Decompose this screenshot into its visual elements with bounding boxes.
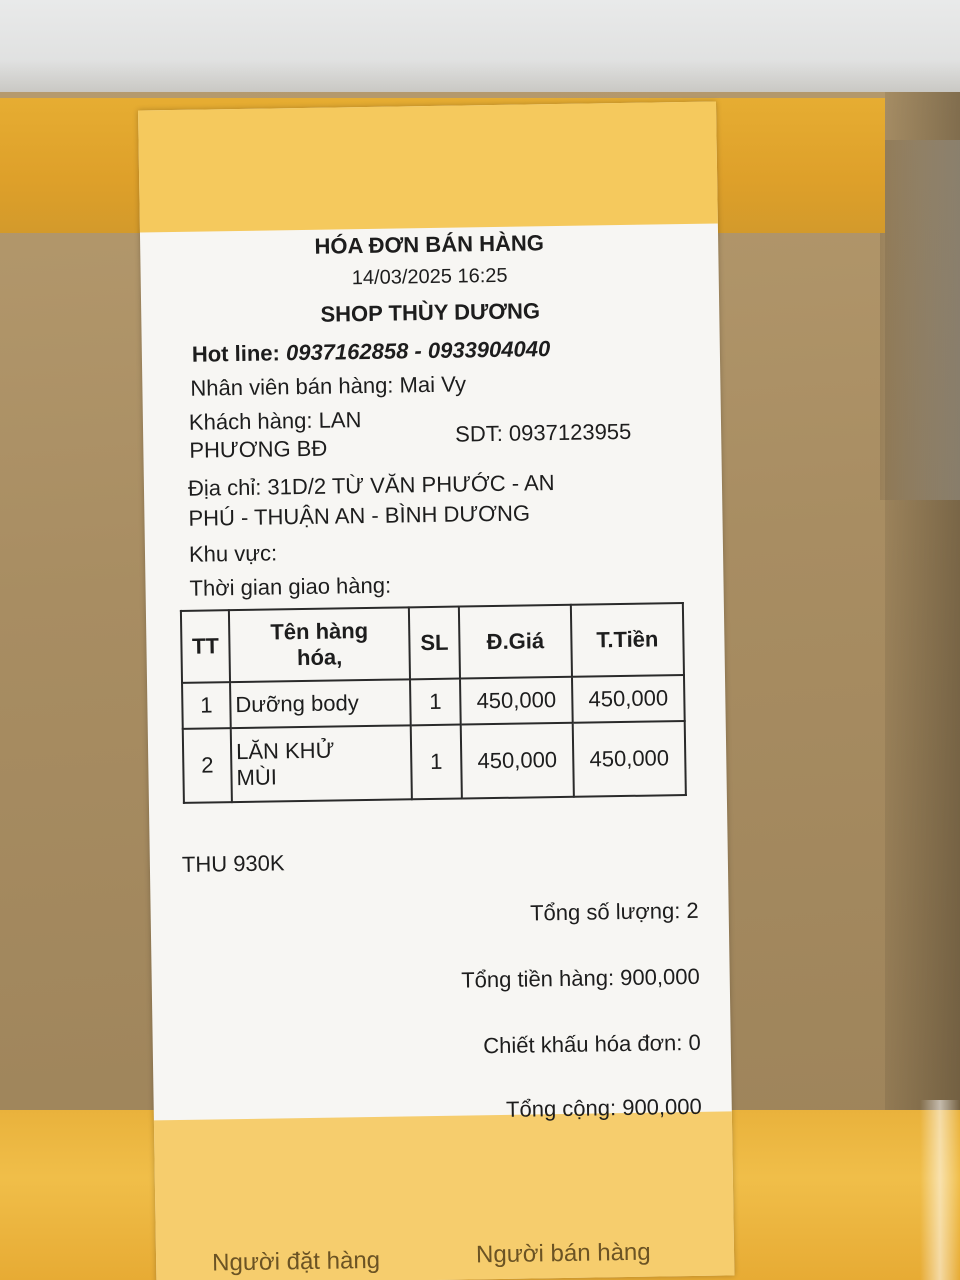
row-price: 450,000 (460, 677, 573, 725)
hotline-numbers: 0937162858 - 0933904040 (285, 336, 551, 366)
row-total: 450,000 (572, 675, 685, 723)
hotline-label: Hot line: (191, 340, 281, 367)
receipt-title: HÓA ĐƠN BÁN HÀNG (314, 230, 545, 259)
table-row (183, 721, 686, 803)
customer-line-1: Khách hàng: LAN (188, 407, 362, 435)
row-qty: 1 (411, 725, 462, 800)
row-tt: 2 (183, 728, 232, 803)
header-price: Đ.Giá (459, 605, 572, 679)
row-tt: 1 (182, 682, 231, 729)
seller-signature-label: Người bán hàng (475, 1238, 651, 1269)
row-price: 450,000 (461, 723, 574, 799)
header-name-line-1: Tên hàng (270, 617, 369, 645)
header-name (229, 607, 410, 682)
receipt-tape-top (138, 101, 718, 232)
sales-receipt (138, 101, 734, 1280)
invoice-discount: Chiết khấu hóa đơn: 0 (483, 1029, 701, 1059)
total-quantity: Tổng số lượng: 2 (529, 897, 699, 926)
staff-line: Nhân viên bán hàng: Mai Vy (190, 371, 467, 401)
delivery-time-line: Thời gian giao hàng: (189, 572, 392, 601)
address-line-1: Địa chỉ: 31D/2 TỪ VĂN PHƯỚC - AN (187, 470, 555, 501)
row-name: Dưỡng body (230, 679, 411, 728)
header-tt: TT (181, 610, 230, 683)
address-line-2: PHÚ - THUẬN AN - BÌNH DƯƠNG (188, 500, 531, 531)
header-total: T.Tiền (571, 603, 684, 677)
row-name-line-1: LĂN KHỬ (235, 737, 335, 765)
items-table (180, 602, 687, 804)
tape-glare (920, 1100, 960, 1280)
total-goods: Tổng tiền hàng: 900,000 (461, 963, 700, 993)
receipt-datetime: 14/03/2025 16:25 (351, 264, 508, 290)
row-total: 450,000 (573, 721, 686, 797)
row-name (231, 725, 412, 802)
handwritten-style-note: THU 930K (181, 850, 285, 877)
row-name-line-2: MÙI (236, 764, 278, 791)
customer-phone: SDT: 0937123955 (454, 418, 632, 447)
customer-line-2: PHƯƠNG BĐ (189, 435, 328, 463)
hotline (192, 336, 551, 368)
area-line: Khu vực: (188, 540, 278, 567)
row-qty: 1 (410, 679, 461, 726)
table-row (182, 675, 685, 729)
header-qty: SL (409, 607, 460, 680)
header-name-line-2: hóa, (296, 644, 343, 671)
shop-name: SHOP THÙY DƯƠNG (320, 298, 541, 327)
table-header-row (181, 603, 684, 683)
buyer-signature-label: Người đặt hàng (211, 1246, 381, 1277)
grand-total: Tổng cộng: 900,000 (505, 1093, 702, 1122)
